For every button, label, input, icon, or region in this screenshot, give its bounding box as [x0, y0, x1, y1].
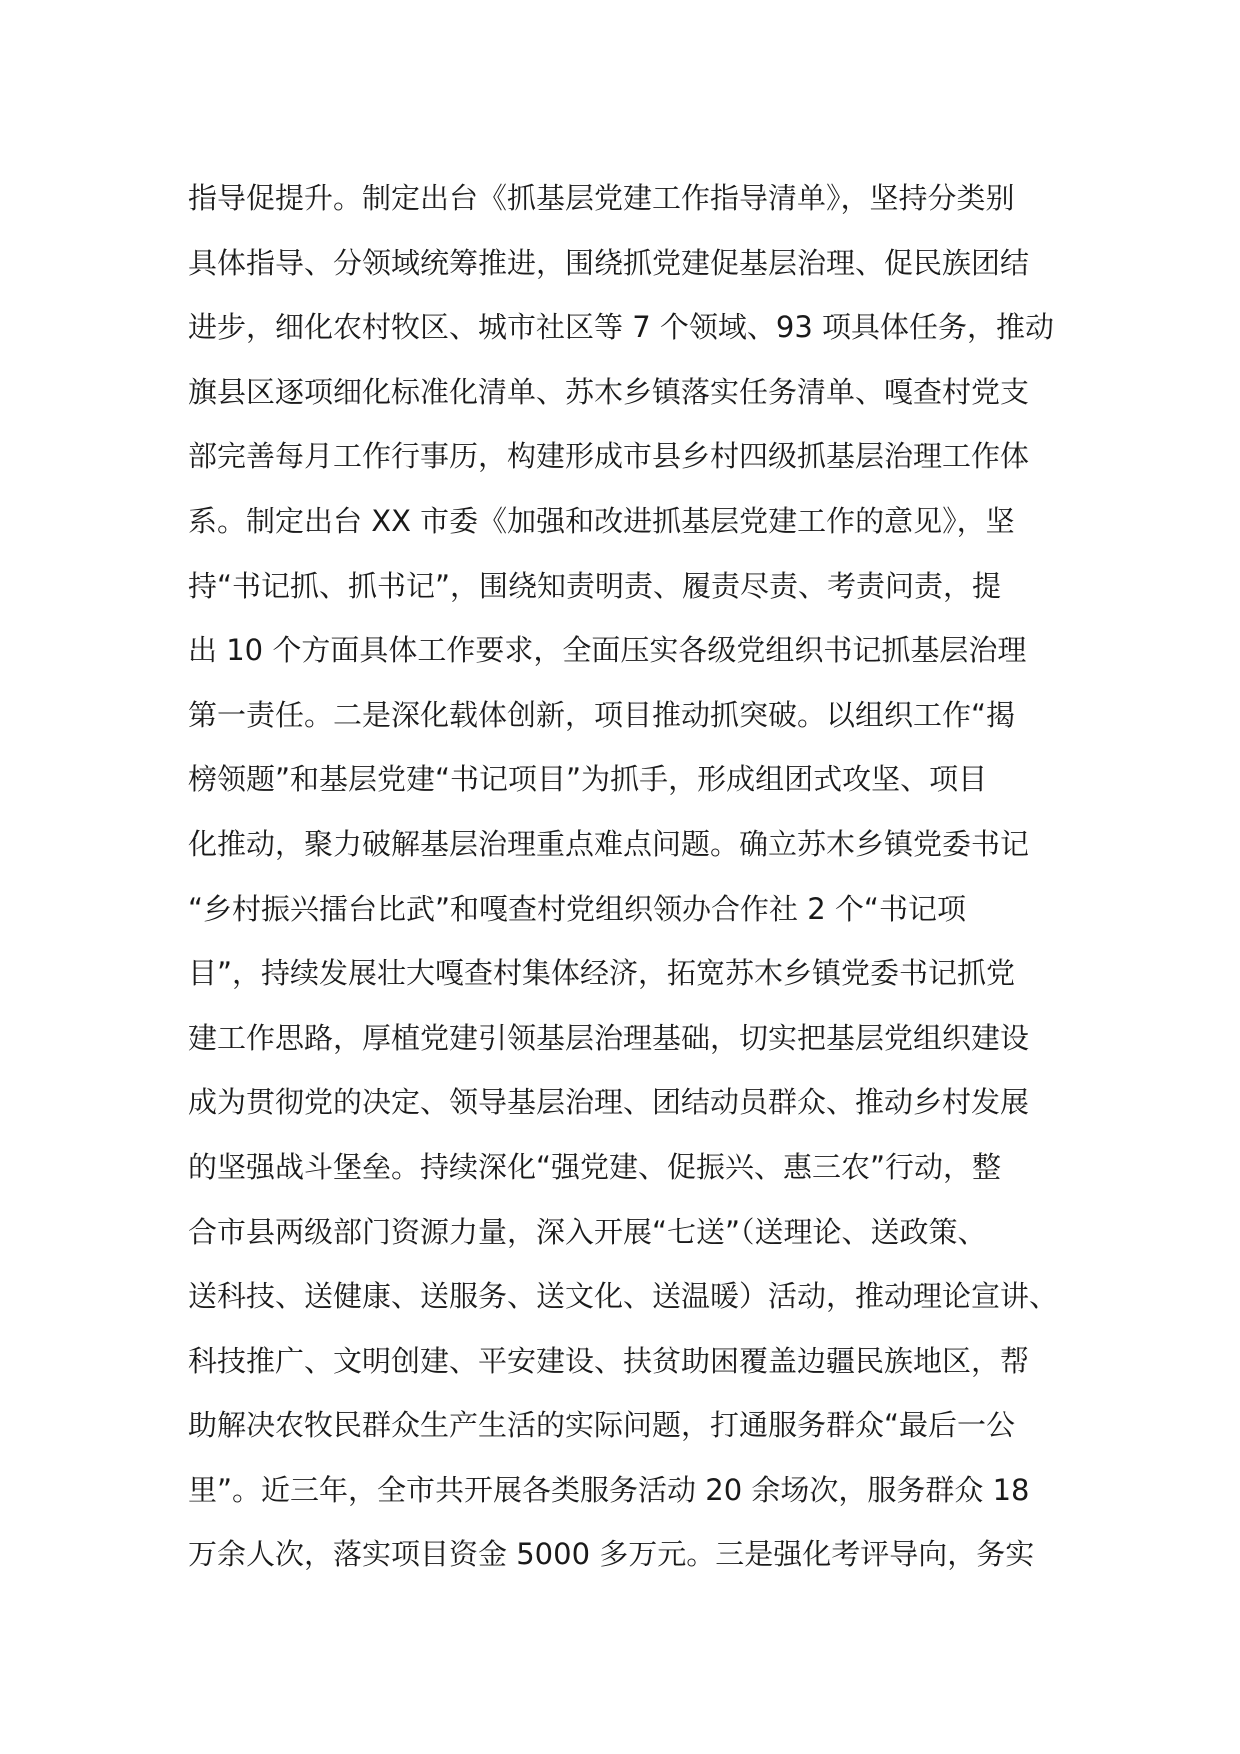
text-line: 系。制定出台 XX 市委《加强和改进抓基层党建工作的意见》，坚: [188, 503, 1015, 538]
text-line: 建工作思路，厚植党建引领基层治理基础，切实把基层党组织建设: [188, 1020, 1030, 1055]
body-paragraph: [188, 166, 1088, 1587]
text-line: 目”，持续发展壮大嘎查村集体经济，拓宽苏木乡镇党委书记抓党: [188, 956, 1016, 991]
text-line: “乡村振兴擂台比武”和嘎查村党组织领办合作社 2 个“书记项: [188, 891, 966, 926]
text-line: 持“书记抓、抓书记”，围绕知责明责、履责尽责、考责问责，提: [188, 568, 1002, 603]
text-line: 里”。近三年，全市共开展各类服务活动 20 余场次，服务群众 18: [188, 1472, 1030, 1507]
text-line: 旗县区逐项细化标准化清单、苏木乡镇落实任务清单、嘎查村党支: [188, 374, 1030, 409]
text-line: 具体指导、分领域统筹推进，围绕抓党建促基层治理、促民族团结: [188, 245, 1030, 280]
text-line: 助解决农牧民群众生产生活的实际问题，打通服务群众“最后一公: [188, 1408, 1016, 1443]
text-line: 榜领题”和基层党建“书记项目”为抓手，形成组团式攻坚、项目: [188, 762, 988, 797]
text-line: 送科技、送健康、送服务、送文化、送温暖）活动，推动理论宣讲、: [188, 1279, 1059, 1314]
text-line: 科技推广、文明创建、平安建设、扶贫助困覆盖边疆民族地区，帮: [188, 1343, 1030, 1378]
text-line: 第一责任。二是深化载体创新，项目推动抓突破。以组织工作“揭: [188, 697, 1016, 732]
text-line: 出 10 个方面具体工作要求，全面压实各级党组织书记抓基层治理: [188, 633, 1027, 668]
text-line: 的坚强战斗堡垒。持续深化“强党建、促振兴、惠三农”行动，整: [188, 1149, 1002, 1184]
text-line: 成为贯彻党的决定、领导基层治理、团结动员群众、推动乡村发展: [188, 1085, 1030, 1120]
text-line: 进步，细化农村牧区、城市社区等 7 个领域、93 项具体任务，推动: [188, 310, 1055, 345]
text-line: 部完善每月工作行事历，构建形成市县乡村四级抓基层治理工作体: [188, 439, 1030, 474]
text-line: 合市县两级部门资源力量，深入开展“七送”（送理论、送政策、: [188, 1214, 987, 1249]
text-line: 化推动，聚力破解基层治理重点难点问题。确立苏木乡镇党委书记: [188, 826, 1030, 861]
text-line: 万余人次，落实项目资金 5000 多万元。三是强化考评导向，务实: [188, 1537, 1035, 1572]
text-line: 指导促提升。制定出台《抓基层党建工作指导清单》，坚持分类别: [188, 181, 1015, 215]
